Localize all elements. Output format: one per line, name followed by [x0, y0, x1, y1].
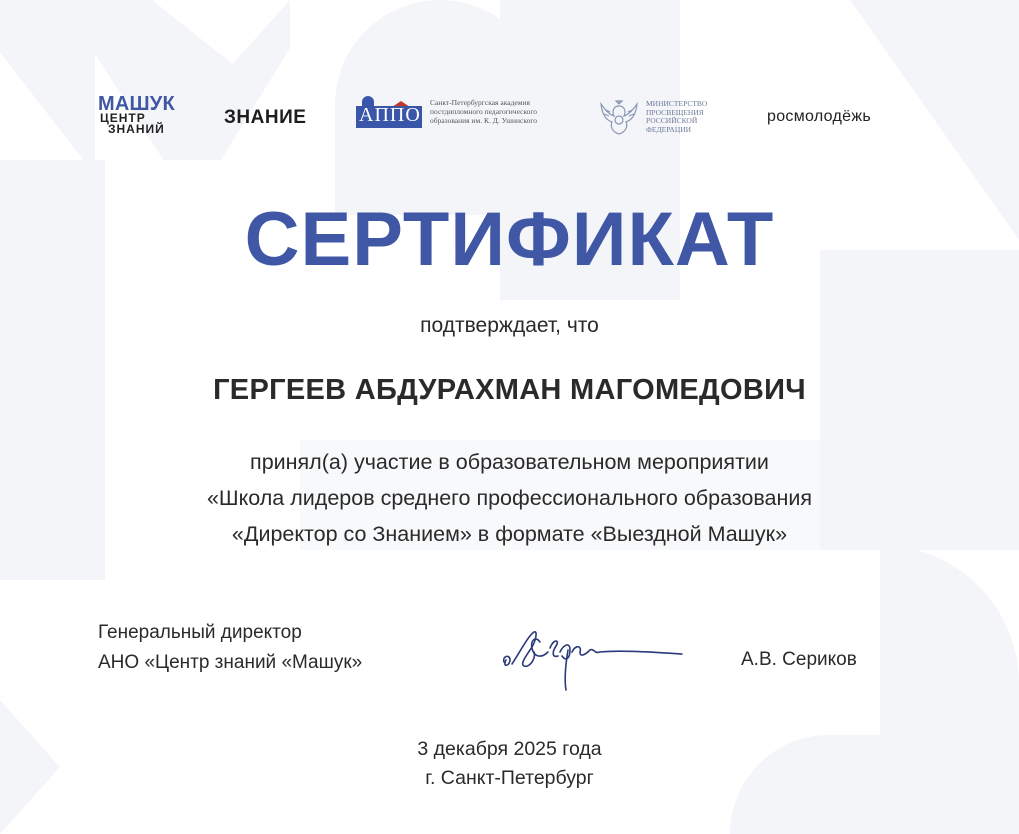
mashuk-logo-title: МАШУК	[98, 93, 175, 115]
mashuk-logo	[98, 95, 175, 135]
double-headed-eagle-icon	[598, 96, 640, 138]
znanie-logo: ЗНАНИЕ	[224, 107, 307, 128]
appo-description: Санкт-Петербургская академия постдипломного педагогического образования им. К. Д. Ушинского	[430, 97, 538, 125]
ministry-logo	[598, 96, 707, 138]
participation-description	[0, 444, 1019, 552]
certificate-title: СЕРТИФИКАТ	[244, 197, 775, 282]
confirms-text: подтверждает, что	[420, 314, 599, 337]
signatory-title	[98, 618, 362, 678]
footer	[0, 735, 1019, 793]
description-line: «Школа лидеров среднего профессионального образования	[206, 486, 813, 510]
issue-city: г. Санкт-Петербург	[425, 767, 594, 789]
signatory-organization: АНО «Центр знаний «Машук»	[98, 652, 363, 673]
issue-date: 3 декабря 2025 года	[417, 738, 602, 760]
description-line: «Директор со Знанием» в формате «Выездной Машук»	[231, 522, 788, 546]
appo-mark-text: АППО	[359, 104, 421, 126]
ministry-text: МИНИСТЕРСТВО ПРОСВЕЩЕНИЯ РОССИЙСКОЙ ФЕДЕРАЦИИ	[646, 99, 708, 134]
appo-building-icon	[356, 94, 422, 128]
signatory-position: Генеральный директор	[98, 622, 302, 643]
mashuk-logo-line3: ЗНАНИЙ	[108, 122, 165, 136]
rosmolodezh-logo: росмолодёжь	[767, 108, 871, 125]
signatory-name: А.В. Сериков	[741, 649, 857, 670]
recipient-name: ГЕРГЕЕВ АБДУРАХМАН МАГОМЕДОВИЧ	[213, 374, 806, 406]
description-line: принял(а) участие в образовательном мероприятии	[250, 450, 769, 474]
appo-logo	[356, 94, 565, 128]
handwritten-signature	[500, 622, 690, 694]
mashuk-logo-line2: ЦЕНТР	[100, 111, 146, 125]
